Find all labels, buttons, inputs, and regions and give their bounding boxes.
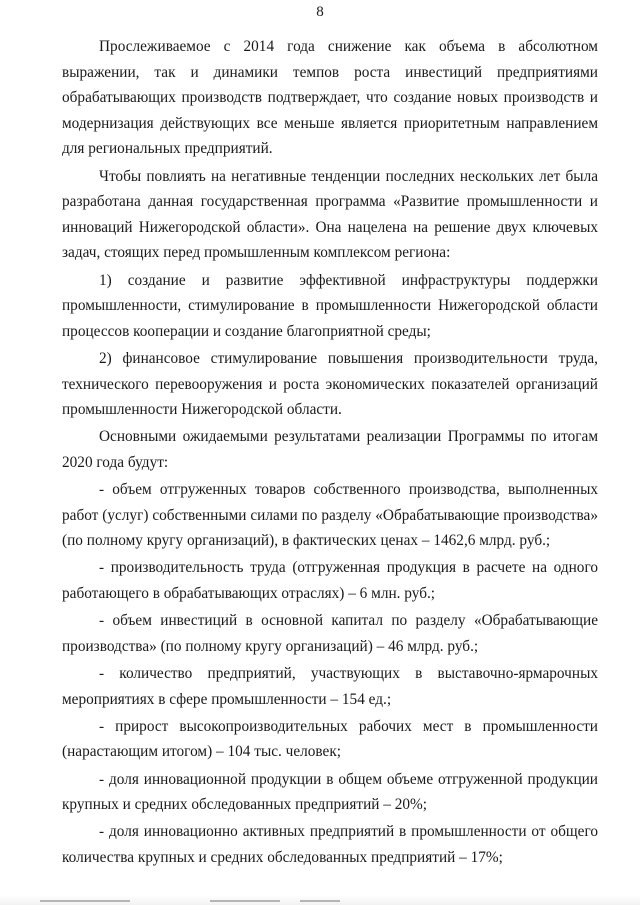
paragraph-expected-results: Основными ожидаемыми результатами реализации Программы по итогам 2020 года будут: <box>62 428 598 471</box>
list-item-productive-jobs: - прирост высокопроизводительных рабочих мест в промышленности (нарастающим итогом) – 104 тыс. человек; <box>62 717 598 761</box>
paragraph-task-2: 2) финансовое стимулирование повышения производительности труда, технического перевооружения и роста экономических показателей организаций промышленности Нижегородской области. <box>62 349 598 419</box>
list-item-innovative-products-share: - доля инновационной продукции в общем объеме отгруженной продукции крупных и средних обследованных предприятий – 20%; <box>62 770 598 814</box>
document-body <box>62 34 598 871</box>
list-item-investment-volume: - объем инвестиций в основной капитал по разделу «Обрабатывающие производства» (по полному кругу организаций) – 46 млрд. руб.; <box>62 612 598 655</box>
list-item-innovative-enterprises-share: - доля инновационно активных предприятий в промышленности от общего количества крупных и средних обследованных предприятий – 17%; <box>62 823 598 866</box>
paragraph-task-1: 1) создание и развитие эффективной инфраструктуры поддержки промышленности, стимулирование в промышленности Нижегородской области процессов кооперации и создание благоприятной среды; <box>62 271 598 340</box>
paragraph-investment-decline: Прослеживаемое с 2014 года снижение как объема в абсолютном выражении, так и динамики темпов роста инвестиций предприятиями обрабатывающих производств подтверждает, что создание новых производств и модернизация действующих все меньше является приоритетным направлением для региональных предприятий. <box>62 38 598 158</box>
page-number: 8 <box>316 4 324 20</box>
list-item-exhibition-enterprises: - количество предприятий, участвующих в выставочно-ярмарочных мероприятиях в сфере промышленности – 154 ед.; <box>62 665 598 708</box>
paragraph-program-intro: Чтобы повлиять на негативные тенденции последних нескольких лет была разработана данная государственная программа «Развитие промышленности и инноваций Нижегородской области». Она нацелена на решение двух ключевых задач, стоящих перед промышленным комплексом региона: <box>62 167 598 262</box>
scan-bottom-edge <box>0 895 640 905</box>
list-item-shipped-goods: - объем отгруженных товаров собственного производства, выполненных работ (услуг) собственными силами по разделу «Обрабатывающие производства» (по полному кругу организаций), в фактических ценах – 1462,6 млрд. руб.; <box>62 481 598 550</box>
list-item-labor-productivity: - производительность труда (отгруженная продукция в расчете на одного работающего в обрабатывающих отраслях) – 6 млн. руб.; <box>62 559 598 603</box>
